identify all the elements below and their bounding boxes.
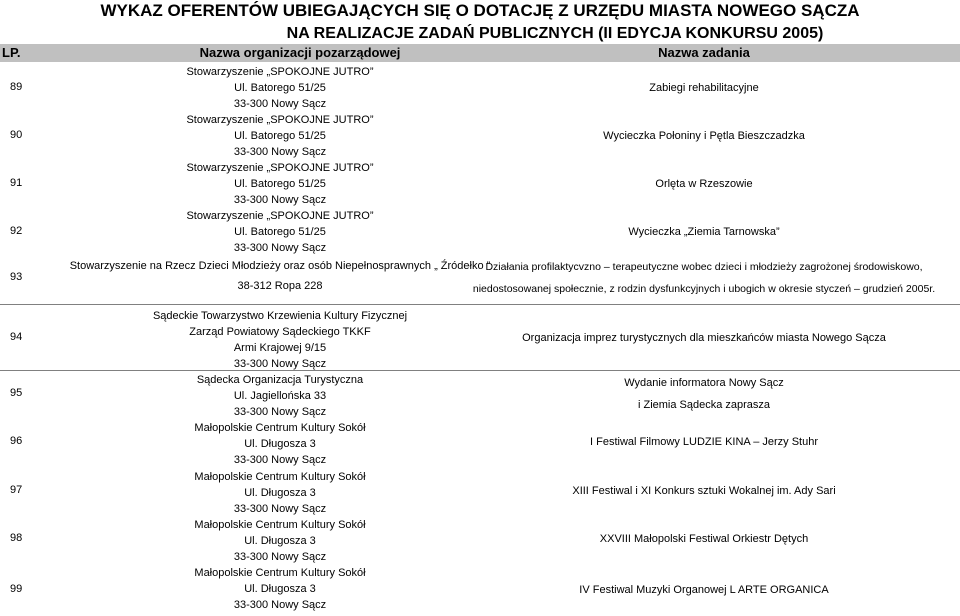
organization-line: Armi Krajowej 9/15 <box>233 342 327 354</box>
table-row <box>0 515 960 563</box>
task-line: Wydanie informatora Nowy Sącz <box>624 377 784 389</box>
organization-line: Zarząd Powiatowy Sądeckiego TKKF <box>189 326 371 338</box>
task-line: Wycieczka Połoniny i Pętla Bieszczadzka <box>603 130 805 142</box>
document-subtitle: NA REALIZACJE ZADAŃ PUBLICZNYCH (II EDYCJA KONKURSU 2005) <box>286 25 824 42</box>
task-line: Wycieczka „Ziemia Tarnowska” <box>628 226 780 238</box>
task-line: niedostosowanej społecznie, z rodzin dysfunkcyjnych i ubogich w okresie styczeń – grudzień 2005r. <box>472 283 936 295</box>
row-number: 98 <box>10 532 23 544</box>
organization-line: Małopolskie Centrum Kultury Sokół <box>194 519 366 531</box>
table-row <box>0 160 960 208</box>
task-cell <box>448 531 960 547</box>
task-cell <box>448 176 960 192</box>
organization-line: Sądeckie Towarzystwo Krzewienia Kultury Fizycznej <box>152 310 408 322</box>
table-row <box>0 418 960 466</box>
organization-line: Stowarzyszenie „SPOKOJNE JUTRO” <box>186 162 374 174</box>
table-row <box>0 306 960 370</box>
row-number: 92 <box>10 225 23 237</box>
task-cell <box>448 128 960 144</box>
organization-line: Ul. Batorego 51/25 <box>234 178 326 190</box>
task-cell <box>448 80 960 96</box>
row-number: 89 <box>10 81 23 93</box>
task-line: Zabiegi rehabilitacyjne <box>649 82 759 94</box>
header-task: Nazwa zadania <box>658 45 750 60</box>
organization-line: Ul. Batorego 51/25 <box>234 130 326 142</box>
row-number: 97 <box>10 484 23 496</box>
task-line: Organizacja imprez turystycznych dla mieszkańców miasta Nowego Sącza <box>522 332 886 344</box>
table-row <box>0 256 960 300</box>
organization-line: Ul. Batorego 51/25 <box>234 82 326 94</box>
row-number: 99 <box>10 583 23 595</box>
organization-line: 33-300 Nowy Sącz <box>233 194 327 206</box>
header-lp: LP. <box>2 45 21 60</box>
task-line: IV Festiwal Muzyki Organowej L ARTE ORGANICA <box>579 584 829 596</box>
row-number: 90 <box>10 129 23 141</box>
task-cell <box>448 582 960 598</box>
row-divider <box>0 304 960 305</box>
task-line: XIII Festiwal i XI Konkurs sztuki Wokalnej im. Ady Sari <box>572 485 836 497</box>
organization-line: Ul. Batorego 51/25 <box>234 226 326 238</box>
row-number: 95 <box>10 387 23 399</box>
organization-line: Małopolskie Centrum Kultury Sokół <box>194 422 366 434</box>
organization-line: 38-312 Ropa 228 <box>237 280 323 292</box>
table-row <box>0 370 960 418</box>
organization-line: 33-300 Nowy Sącz <box>233 98 327 110</box>
table-row <box>0 112 960 160</box>
organization-line: 33-300 Nowy Sącz <box>233 242 327 254</box>
organization-line: 33-300 Nowy Sącz <box>233 358 327 370</box>
table-row <box>0 467 960 515</box>
organization-line: 33-300 Nowy Sącz <box>233 454 327 466</box>
organization-line: 33-300 Nowy Sącz <box>233 146 327 158</box>
organization-line: Stowarzyszenie na Rzecz Dzieci Młodzieży oraz osób Niepełnosprawnych „ Źródełko ” <box>69 260 491 272</box>
task-cell <box>448 224 960 240</box>
organization-line: Sądecka Organizacja Turystyczna <box>196 374 364 386</box>
task-cell <box>448 483 960 499</box>
task-line: I Festiwal Filmowy LUDZIE KINA – Jerzy Stuhr <box>590 436 818 448</box>
organization-line: 33-300 Nowy Sącz <box>233 503 327 515</box>
organization-line: 33-300 Nowy Sącz <box>233 599 327 611</box>
organization-line: 33-300 Nowy Sącz <box>233 551 327 563</box>
organization-line: Ul. Długosza 3 <box>244 583 316 595</box>
task-line: i Ziemia Sądecka zaprasza <box>637 399 771 411</box>
header-organization: Nazwa organizacji pozarządowej <box>199 45 401 60</box>
row-number: 94 <box>10 331 23 343</box>
table-row <box>0 563 960 616</box>
organization-line: Stowarzyszenie „SPOKOJNE JUTRO” <box>186 66 374 78</box>
organization-line: Ul. Długosza 3 <box>244 487 316 499</box>
organization-line: 33-300 Nowy Sącz <box>233 406 327 418</box>
table-row <box>0 64 960 112</box>
organization-line: Stowarzyszenie „SPOKOJNE JUTRO” <box>186 114 374 126</box>
row-number: 96 <box>10 435 23 447</box>
task-cell <box>448 375 960 413</box>
organization-line: Ul. Długosza 3 <box>244 535 316 547</box>
task-line: Orlęta w Rzeszowie <box>655 178 753 190</box>
task-cell <box>448 330 960 346</box>
row-number: 93 <box>10 271 23 283</box>
organization-line: Ul. Długosza 3 <box>244 438 316 450</box>
row-divider <box>0 370 960 371</box>
organization-line: Stowarzyszenie „SPOKOJNE JUTRO” <box>186 210 374 222</box>
organization-line: Ul. Jagiellońska 33 <box>233 390 327 402</box>
document-title: WYKAZ OFERENTÓW UBIEGAJĄCYCH SIĘ O DOTACJĘ Z URZĘDU MIASTA NOWEGO SĄCZA <box>100 1 860 20</box>
row-number: 91 <box>10 177 23 189</box>
task-line: Działania profilaktycvzno – terapeutyczne wobec dzieci i młodzieży zagrożonej środowiskowo, <box>485 261 923 273</box>
organization-line: Małopolskie Centrum Kultury Sokół <box>194 567 366 579</box>
task-line: XXVIII Małopolski Festiwal Orkiestr Dętych <box>599 533 809 545</box>
task-cell <box>448 259 960 297</box>
table-header <box>0 44 960 62</box>
table-row <box>0 208 960 256</box>
organization-line: Małopolskie Centrum Kultury Sokół <box>194 471 366 483</box>
task-cell <box>448 434 960 450</box>
